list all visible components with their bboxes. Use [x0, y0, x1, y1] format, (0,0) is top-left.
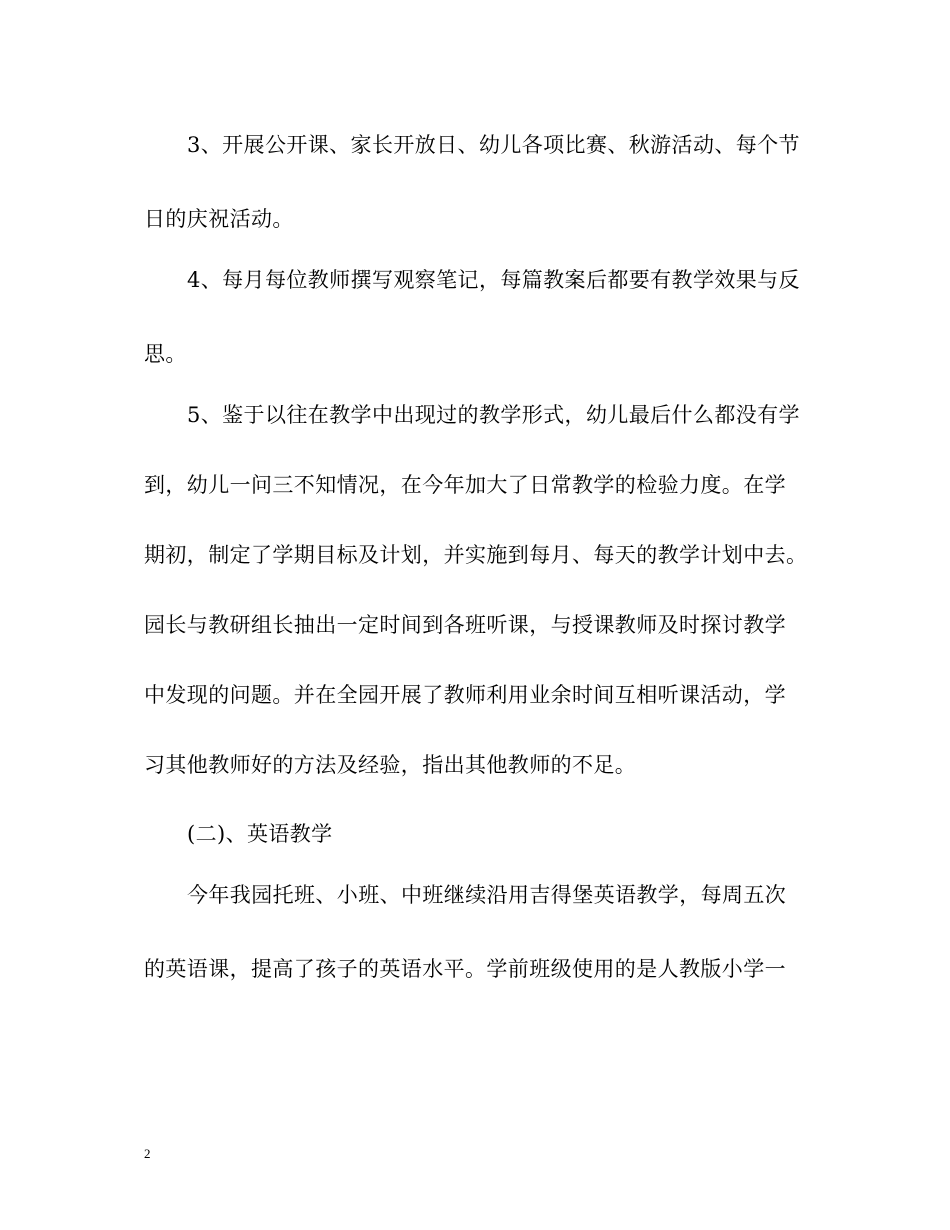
- paragraph-line: 的英语课，提高了孩子的英语水平。学前班级使用的是人教版小学一: [144, 957, 786, 981]
- page-number: 2: [144, 1146, 151, 1161]
- paragraph-line: 3、开展公开课、家长开放日、幼儿各项比赛、秋游活动、每个节: [187, 133, 800, 157]
- paragraph-line: 中发现的问题。并在全园开展了教师利用业余时间互相听课活动，学: [144, 683, 786, 707]
- paragraph-line: 5、鉴于以往在教学中出现过的教学形式，幼儿最后什么都没有学: [187, 403, 800, 427]
- section-heading: (二)、英语教学: [187, 822, 333, 846]
- paragraph-line: 园长与教研组长抽出一定时间到各班听课，与授课教师及时探讨教学: [144, 613, 786, 637]
- paragraph-line: 今年我园托班、小班、中班继续沿用吉得堡英语教学，每周五次: [187, 883, 787, 907]
- paragraph-line: 日的庆祝活动。: [144, 207, 294, 231]
- paragraph-line: 期初，制定了学期目标及计划，并实施到每月、每天的教学计划中去。: [144, 543, 808, 567]
- paragraph-line: 4、每月每位教师撰写观察笔记，每篇教案后都要有教学效果与反: [187, 268, 800, 292]
- paragraph-line: 习其他教师好的方法及经验，指出其他教师的不足。: [144, 753, 637, 777]
- paragraph-line: 到，幼儿一问三不知情况，在今年加大了日常教学的检验力度。在学: [144, 473, 786, 497]
- paragraph-line: 思。: [144, 342, 187, 366]
